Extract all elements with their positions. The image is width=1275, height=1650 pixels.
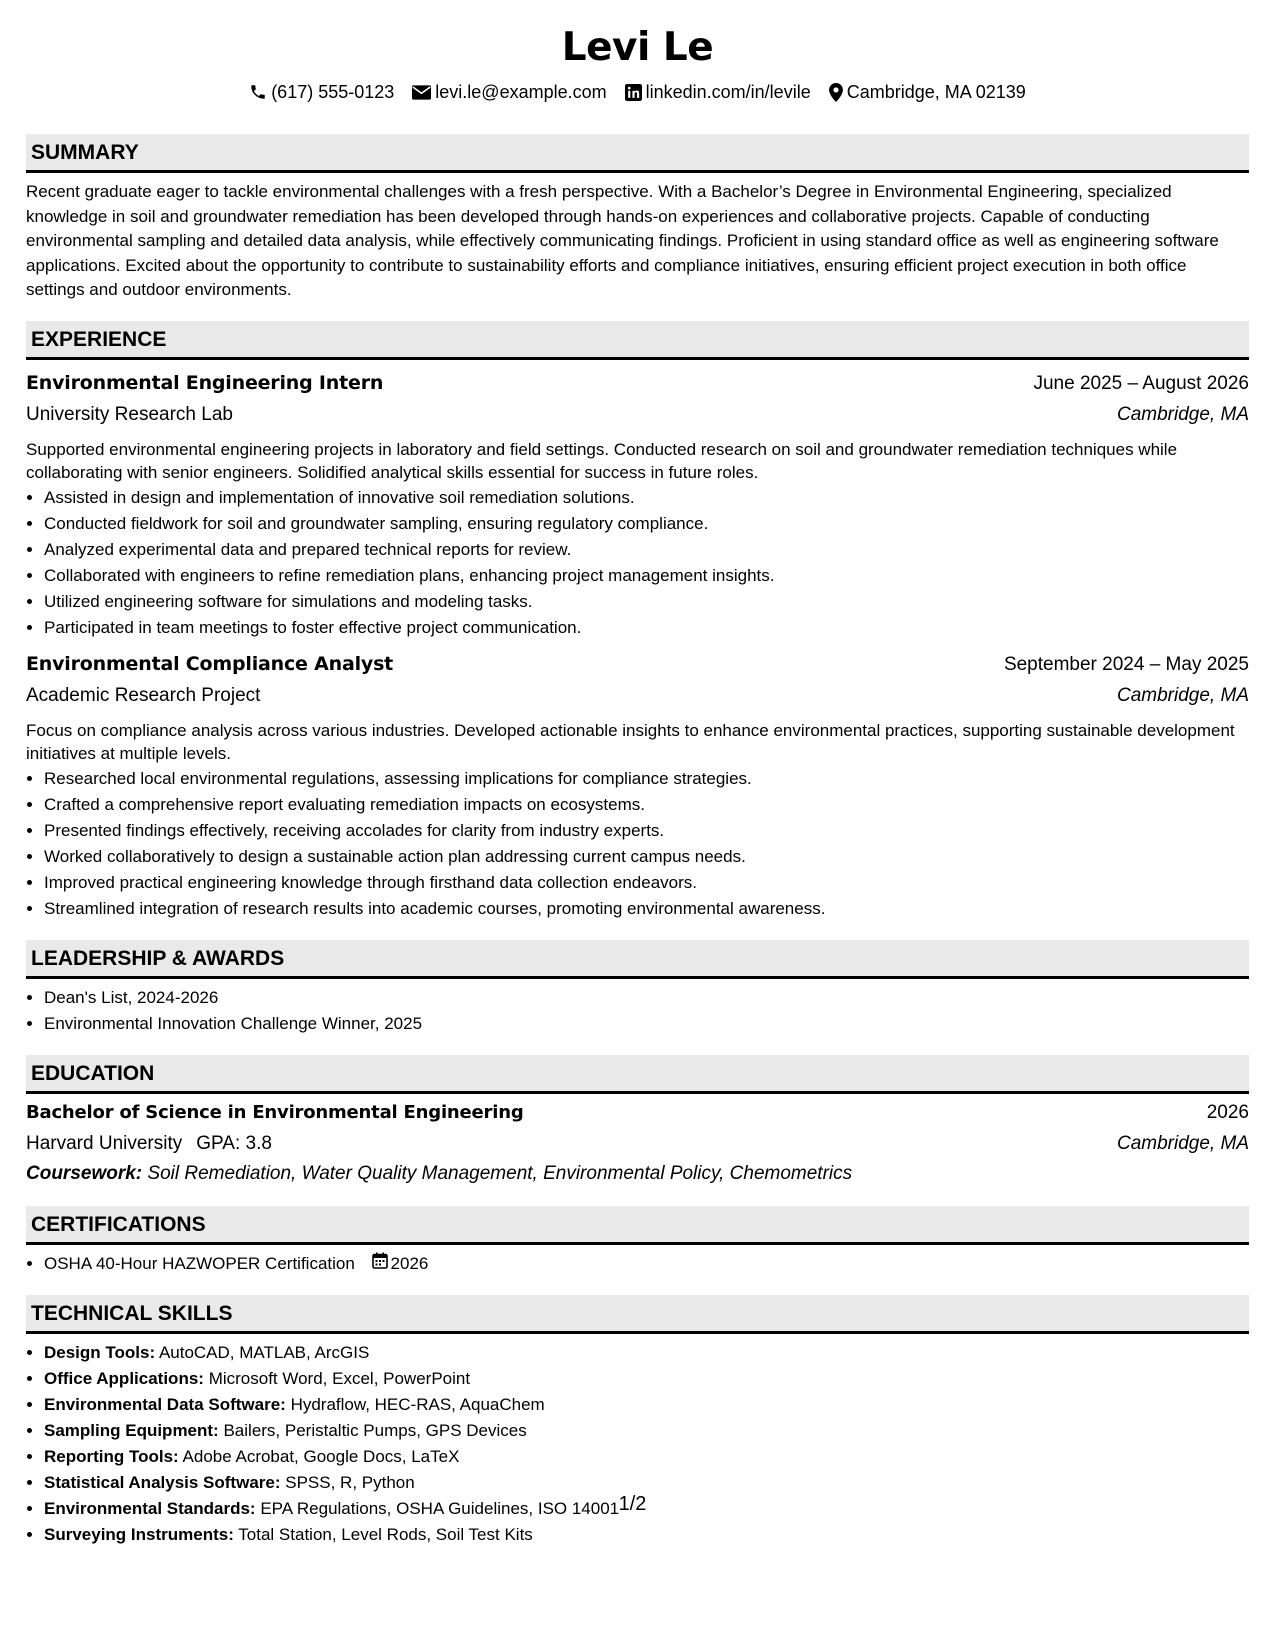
job-title: Environmental Compliance Analyst [26, 652, 394, 675]
list-item: • Utilized engineering software for simulations and modeling tasks. [44, 589, 1249, 615]
list-item [44, 1522, 1249, 1548]
calendar-icon [372, 1251, 388, 1277]
summary-paragraph: Recent graduate eager to tackle environmental challenges with a fresh perspective. With a Bachelor’s Degree in Environmental Engineering, specialized knowledge in soil and groundwater remediation has been developed through hands-on experiences and collaborative projects. Capable of conducting environmental sampling and detailed data analysis, while effectively communicating findings. Proficient in using standard office as well as engineering software applications. Excited about the opportunity to contribute to sustainability efforts and compliance initiatives, ensuring efficient project execution in both office settings and outdoor environments. [26, 182, 1219, 300]
education-entry [26, 1098, 1249, 1188]
job-description: Supported environmental engineering projects in laboratory and field settings. Conducted research on soil and groundwater remediation techniques while collaborating with senior engineers. Solidified analytical skills essential for success in future roles. [26, 439, 1178, 483]
list-item: • Researched local environmental regulations, assessing implications for compliance strategies. [44, 766, 1249, 792]
map-marker-icon [829, 83, 843, 102]
school-location: Cambridge, MA [1117, 1132, 1249, 1154]
skill-label: Environmental Standards: [44, 1498, 256, 1518]
skill-value: AutoCAD, MATLAB, ArcGIS [158, 1342, 370, 1362]
gpa: GPA: 3.8 [196, 1132, 272, 1154]
degree-title: Bachelor of Science in Environmental Engineering [26, 1101, 524, 1123]
leadership-list [26, 985, 1249, 1037]
coursework-list: Soil Remediation, Water Quality Management, Environmental Policy, Chemometrics [147, 1162, 853, 1184]
list-item: • Dean's List, 2024-2026 [44, 985, 1249, 1011]
skill-label: Design Tools: [44, 1342, 156, 1362]
section-heading-technical-skills: TECHNICAL SKILLS [26, 1295, 1249, 1334]
skill-label: Sampling Equipment: [44, 1420, 219, 1440]
graduation-year: 2026 [1206, 1101, 1249, 1123]
list-item [44, 1366, 1249, 1392]
job-entry [26, 368, 1249, 641]
list-item: • Presented findings effectively, receiving accolades for clarity from industry experts. [44, 818, 1249, 844]
list-item: • Assisted in design and implementation of innovative soil remediation solutions. [44, 485, 1249, 511]
skill-value: Hydraflow, HEC-RAS, AquaChem [290, 1394, 545, 1414]
page-number: 1/2 [618, 1493, 647, 1515]
job-organization: University Research Lab [26, 403, 233, 425]
job-location: Cambridge, MA [1117, 684, 1249, 706]
skill-label: Office Applications: [44, 1368, 204, 1388]
list-item [44, 1251, 1249, 1277]
job-bullets [26, 485, 1249, 641]
job-bullets [26, 766, 1249, 922]
phone-text: (617) 555-0123 [271, 82, 395, 102]
section-heading-education: EDUCATION [26, 1055, 1249, 1094]
contact-email[interactable] [412, 80, 606, 104]
section-heading-leadership: LEADERSHIP & AWARDS [26, 940, 1249, 979]
list-item: • Participated in team meetings to foster effective project communication. [44, 615, 1249, 641]
list-item: • Worked collaboratively to design a sustainable action plan addressing current campus needs. [44, 844, 1249, 870]
school-name: Harvard University [26, 1132, 183, 1154]
list-item: • Crafted a comprehensive report evaluating remediation impacts on ecosystems. [44, 792, 1249, 818]
section-heading-certifications: CERTIFICATIONS [26, 1206, 1249, 1245]
contact-bar [26, 80, 1249, 104]
job-dates: June 2025 – August 2026 [1033, 372, 1249, 394]
linkedin-icon [625, 84, 642, 101]
candidate-name: Levi Le [561, 25, 714, 70]
certification-name: OSHA 40-Hour HAZWOPER Certification [44, 1253, 355, 1273]
section-heading-summary: SUMMARY [26, 134, 1249, 173]
skill-label: Environmental Data Software: [44, 1394, 286, 1414]
list-item [44, 1444, 1249, 1470]
skill-value: EPA Regulations, OSHA Guidelines, ISO 14001 [260, 1498, 620, 1518]
list-item [44, 1392, 1249, 1418]
list-item: • Environmental Innovation Challenge Winner, 2025 [44, 1011, 1249, 1037]
list-item [44, 1418, 1249, 1444]
envelope-icon [412, 85, 431, 100]
list-item: • Improved practical engineering knowledge through firsthand data collection endeavors. [44, 870, 1249, 896]
phone-icon [249, 83, 267, 101]
contact-location [829, 80, 1026, 104]
section-heading-experience: EXPERIENCE [26, 321, 1249, 360]
skill-value: Adobe Acrobat, Google Docs, LaTeX [182, 1446, 460, 1466]
list-item: • Conducted fieldwork for soil and groundwater sampling, ensuring regulatory compliance. [44, 511, 1249, 537]
list-item [44, 1340, 1249, 1366]
skill-value: SPSS, R, Python [285, 1472, 415, 1492]
location-text: Cambridge, MA 02139 [846, 82, 1026, 102]
list-item: • Collaborated with engineers to refine remediation plans, enhancing project management insights. [44, 563, 1249, 589]
contact-linkedin[interactable] [625, 80, 811, 104]
job-title: Environmental Engineering Intern [26, 371, 384, 394]
skill-value: Microsoft Word, Excel, PowerPoint [208, 1368, 471, 1388]
certifications-list [26, 1251, 1249, 1277]
skill-label: Reporting Tools: [44, 1446, 179, 1466]
email-link[interactable]: levi.le@example.com [435, 82, 607, 102]
skill-value: Bailers, Peristaltic Pumps, GPS Devices [223, 1420, 527, 1440]
coursework [26, 1160, 1249, 1188]
list-item: • Streamlined integration of research results into academic courses, promoting environmental awareness. [44, 896, 1249, 922]
list-item: • Analyzed experimental data and prepared technical reports for review. [44, 537, 1249, 563]
job-description: Focus on compliance analysis across various industries. Developed actionable insights to enhance environmental practices, supporting sustainable development initiatives at multiple levels. [26, 720, 1235, 764]
contact-phone [249, 80, 394, 104]
job-location: Cambridge, MA [1117, 403, 1249, 425]
skill-value: Total Station, Level Rods, Soil Test Kits [238, 1524, 533, 1544]
skill-label: Surveying Instruments: [44, 1524, 234, 1544]
coursework-label: Coursework: [26, 1162, 143, 1184]
resume-page [26, 0, 1249, 1548]
certification-date: 2026 [390, 1253, 429, 1273]
job-entry [26, 649, 1249, 922]
job-organization: Academic Research Project [26, 684, 261, 706]
linkedin-link[interactable]: linkedin.com/in/levile [645, 82, 811, 102]
job-dates: September 2024 – May 2025 [1003, 653, 1249, 675]
skill-label: Statistical Analysis Software: [44, 1472, 281, 1492]
